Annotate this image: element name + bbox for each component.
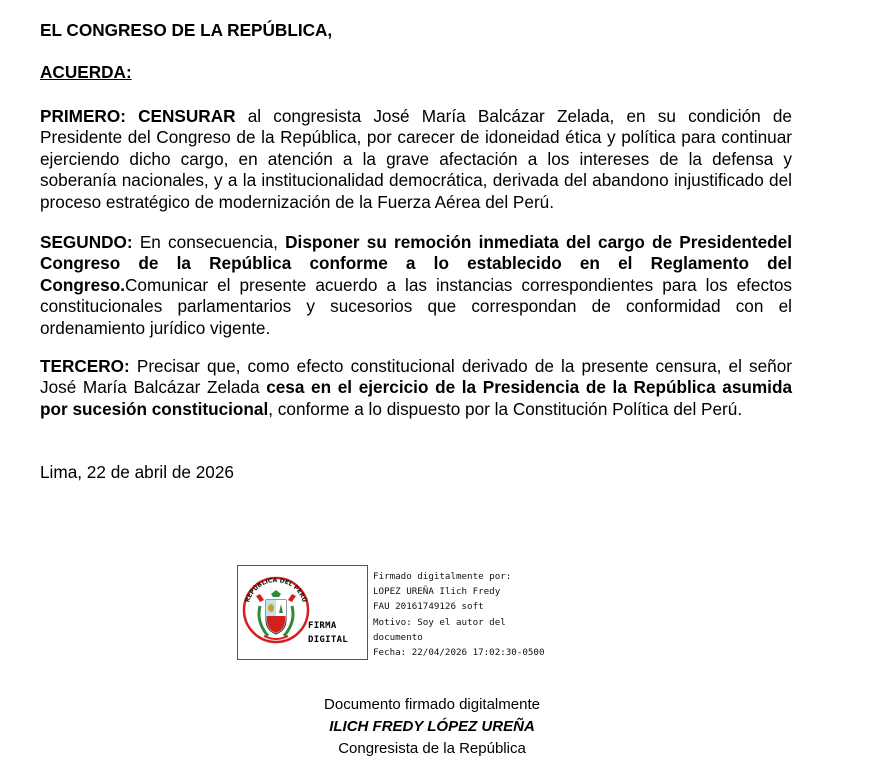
segundo-text-2: Comunicar el presente acuerdo a las instancias correspondientes para los efectos constitucionales parlamentarios y sucesorios que correspondan de conformidad con el ordenamiento jurídico vigente. <box>40 274 792 338</box>
signature-line-name: LOPEZ UREÑA Ilich Fredy <box>373 586 501 598</box>
signature-details <box>373 569 544 660</box>
tercero-text-1: Precisar que, como efecto constitucional derivado de la presente censura, el señor José María Balcázar Zelada <box>40 356 792 398</box>
acuerda-heading: ACUERDA: <box>40 62 132 82</box>
signature-footer <box>232 694 632 760</box>
signature-line-motivo: Motivo: Soy el autor del <box>373 616 506 628</box>
firma-label-2: DIGITAL <box>308 635 349 645</box>
signature-line-signed-by: Firmado digitalmente por: <box>373 571 512 582</box>
segundo-text-1: En consecuencia, <box>132 232 286 252</box>
footer-signed-note: Documento firmado digitalmente <box>324 696 540 713</box>
digital-signature-stamp <box>237 565 368 660</box>
tercero-bold-1: cesa en el ejercicio de la Presidencia de la República asumida por sucesión constitucional <box>40 377 793 419</box>
paragraph-segundo <box>40 232 792 339</box>
primero-label: PRIMERO: CENSURAR <box>40 106 236 126</box>
signature-line-fau: FAU 20161749126 soft <box>373 601 484 613</box>
tercero-text-2: , conforme a lo dispuesto por la Constitución Política del Perú. <box>268 398 743 419</box>
signer-name: ILICH FREDY LÓPEZ UREÑA <box>329 718 535 735</box>
document-date: Lima, 22 de abril de 2026 <box>40 462 234 482</box>
segundo-label: SEGUNDO: <box>40 232 133 252</box>
signer-role: Congresista de la República <box>338 740 526 757</box>
signature-line-fecha: Fecha: 22/04/2026 17:02:30-0500 <box>373 646 545 658</box>
primero-text: al congresista José María Balcázar Zelada, en su condición de Presidente del Congreso de la República, por carecer de idoneidad ética y política para continuar ejerciendo dicho cargo, en atención a la grave afectación a los intereses de la defensa y soberanía nacionales, y a la institucionalidad democrática, derivada del abandono injustificado del proceso estratégico de modernización de la Fuerza Aérea del Perú. <box>40 106 792 212</box>
seal-text: REPÚBLICA DEL PERÚ <box>244 576 308 604</box>
firma-digital-label <box>308 619 348 647</box>
paragraph-tercero <box>40 356 792 420</box>
paragraph-primero <box>40 106 792 213</box>
tercero-label: TERCERO: <box>40 356 130 376</box>
segundo-bold-1: Disponer su remoción inmediata del cargo de Presidentedel Congreso de la República conforme a lo establecido en el Reglamento del Congreso. <box>40 232 793 295</box>
firma-label-1: FIRMA <box>308 621 337 631</box>
signature-line-motivo-cont: documento <box>373 631 423 643</box>
document-heading: EL CONGRESO DE LA REPÚBLICA, <box>40 20 333 40</box>
